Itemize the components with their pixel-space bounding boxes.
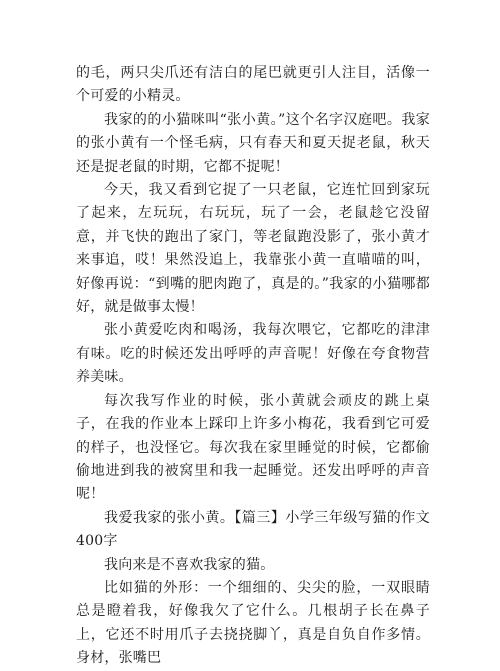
paragraph-eating: 张小黄爱吃肉和喝汤，我每次喂它，它都吃的津津有味。吃的时候还发出呼呼的声音呢！好像在夸食物营养美味。	[76, 322, 430, 386]
paragraph-homework: 每次我写作业的时候，张小黄就会顽皮的跳上桌子，在我的作业本上踩印上许多小梅花，我看到它可爱的样子，也没怪它。每次我在家里睡觉的时候，它都偷偷地进到我的被窝里和我一起睡觉。还发出呼呼的声音呢！	[76, 392, 430, 503]
paragraph-cat-name: 我家的的小猫咪叫“张小黄。”这个名字汉庭吧。我家的张小黄有一个怪毛病，只有春天和夏天捉老鼠，秋天还是捉老鼠的时期，它都不捉呢！	[76, 111, 430, 175]
paragraph-catching-mouse: 今天，我又看到它捉了一只老鼠，它连忙回到家玩了起来，左玩玩，右玩玩，玩了一会，老鼠趁它没留意，并飞快的跑出了家门，等老鼠跑没影了，张小黄才来事追，哎！果然没追上，我靠张小黄一直喵喵的叫，好像再说：“到嘴的肥肉跑了，真是的。”我家的小猫哪都好，就是做事太慢！	[76, 182, 430, 316]
paragraph-dislike: 我向来是不喜欢我家的猫。	[104, 556, 275, 573]
paragraph-section-heading: 我爱我家的张小黄。【篇三】小学三年级写猫的作文400字	[76, 509, 430, 550]
paragraph-appearance: 比如猫的外形：一个细细的、尖尖的脸，一双眼睛总是瞪着我，好像我欠了它什么。几根胡子长在鼻子上，它还不时用爪子去挠挠脚丫，真是自负自作多情。身材，张嘴巴	[76, 579, 430, 667]
paragraph-continuation: 的毛，两只尖爪还有洁白的尾巴就更引人注目，活像一个可爱的小精灵。	[76, 65, 430, 105]
essay-body	[76, 62, 430, 671]
